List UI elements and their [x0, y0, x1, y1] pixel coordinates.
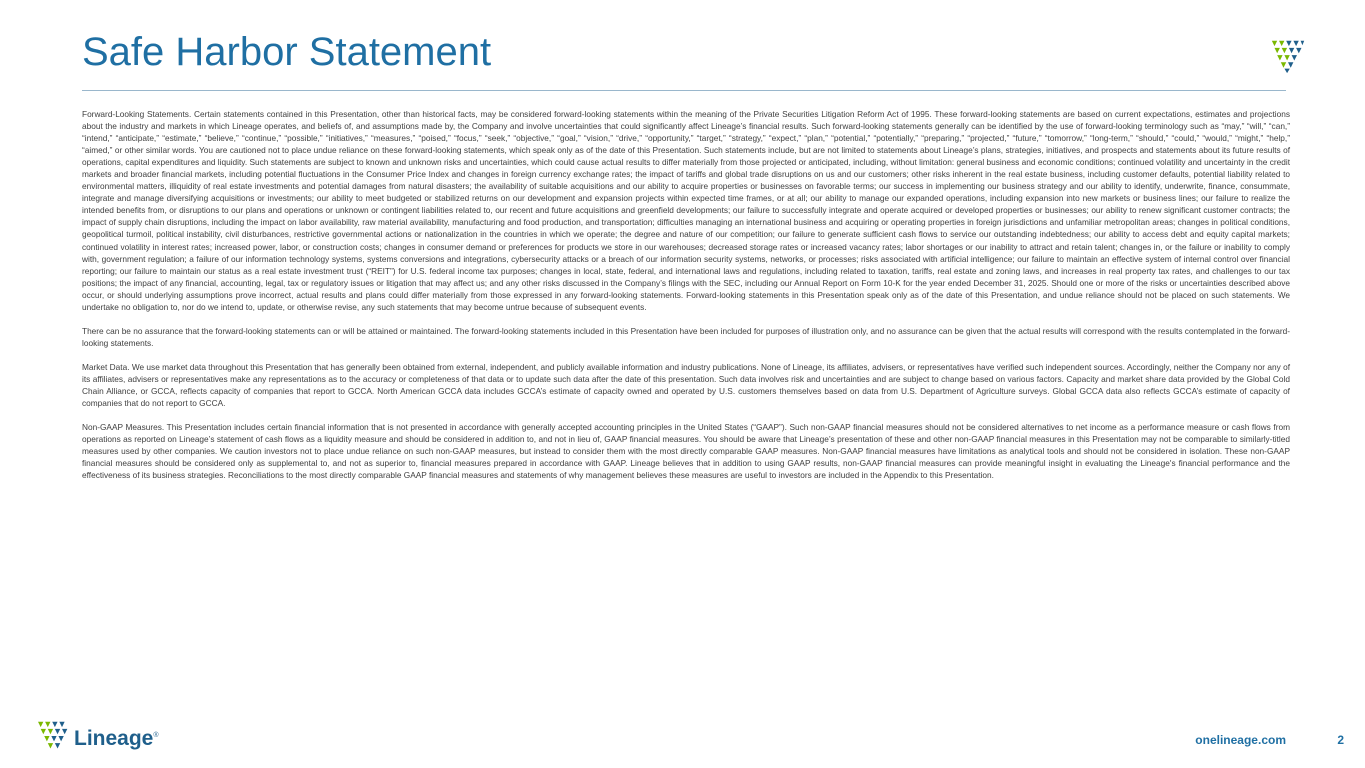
footer-brand-logo [74, 724, 159, 751]
disclaimer-body [82, 108, 1290, 493]
registered-mark: ® [153, 732, 159, 739]
lineage-shield-icon [1270, 38, 1306, 74]
lineage-shield-icon [36, 720, 72, 752]
page-number: 2 [1337, 733, 1344, 747]
footer-website-link[interactable]: onelineage.com [1195, 733, 1286, 747]
paragraph-market-data: Market Data. We use market data throughout this Presentation that has generally been obtained from external, independent, and publicly available information and industry publications. None of Lineage, its affiliates, advisers, or representatives have verified such independent sources. Accordingly, neither the Company nor any of its affiliates, advisers or representatives make any representations as to the accuracy or completeness of that data or to update such data after the date of this presentation. Such data involves risk and uncertainties and are subject to change based on various factors. Capacity and market share data provided by the Global Cold Chain Alliance, or GCCA, reflects capacity of companies that report to GCCA. North American GCCA data includes GCCA’s estimate of capacity owned and operated by U.S. customers themselves based on data from U.S. Department of Agriculture surveys. Global GCCA data also reflects GCCA’s estimate of capacity of companies that do not report to GCCA. [82, 361, 1290, 409]
paragraph-non-gaap: Non-GAAP Measures. This Presentation includes certain financial information that is not presented in accordance with generally accepted accounting principles in the United States (“GAAP”). Such non-GAAP financial measures should not be considered alternatives to net income as a performance measure or cash flows from operations as reported on Lineage’s statement of cash flows as a liquidity measure and should be considered in addition to, and not in lieu of, GAAP financial measures. You should be aware that Lineage’s presentation of these and other non-GAAP financial measures in this Presentation may not be comparable to similarly-titled measures used by other companies. We caution investors not to place undue reliance on such non-GAAP measures, but instead to consider them with the most directly comparable GAAP measures. Non-GAAP financial measures have limitations as analytical tools and should not be considered in isolation. These non-GAAP financial measures should be considered only as supplemental to, and not as superior to, financial measures prepared in accordance with GAAP. Lineage believes that in addition to using GAAP results, non-GAAP financial measures can provide meaningful insight in evaluating the Lineage's financial performance and the effectiveness of its business strategies. Reconciliations to the most directly comparable GAAP financial measures and statements of why management believes these measures are useful to investors are included in the Appendix to this Presentation. [82, 422, 1290, 481]
paragraph-assurance: There can be no assurance that the forward-looking statements can or will be attained or maintained. The forward-looking statements included in this Presentation have been included for purposes of illustration only, and no assurance can be given that the actual results will correspond with the results contemplated in the forward-looking statements. [82, 325, 1290, 348]
brand-name: Lineage [74, 727, 154, 750]
page-title: Safe Harbor Statement [82, 30, 492, 74]
title-divider [82, 90, 1286, 91]
paragraph-forward-looking: Forward-Looking Statements. Certain statements contained in this Presentation, other than historical facts, may be considered forward-looking statements within the meaning of the Private Securities Litigation Reform Act of 1995. These forward-looking statements are based on current expectations, estimates and projections about the industry and markets in which Lineage operates, and beliefs of, and assumptions made by, the Company and involve uncertainties that could significantly affect Lineage’s financial results. Such forward-looking statements generally can be identified by the use of forward-looking terminology such as “may,” “will,” “can,” “intend,” “anticipate,” “estimate,” “believe,” “continue,” “possible,” “initiatives,” “measures,” “poised,” “focus,” “seek,” “objective,” “goal,” “vision,” “drive,” “opportunity,” “target,” “strategy,” “expect,” “plan,” “potential,” “potentially,” “preparing,” “projected,” “future,” “tomorrow,” “long-term,” “should,” “could,” “would,” “might,” “help,” “aimed,” or other similar words. You are cautioned not to place undue reliance on these forward-looking statements, which speak only as of the date of this Presentation. Such statements include, but are not limited to statements about Lineage’s plans, strategies, initiatives, and prospects and statements about its future results of operations, capital expenditures and liquidity. Such statements are subject to known and unknown risks and uncertainties, which could cause actual results to differ materially from those projected or anticipated, including, without limitation: general business and economic conditions; continued volatility and uncertainty in the credit markets and broader financial markets, including potential fluctuations in the Consumer Price Index and changes in foreign currency exchange rates; the impact of tariffs and global trade disruptions on us and our customers; other risks inherent in the real estate business, including customer defaults, potential liability related to environmental matters, illiquidity of real estate investments and potential damages from natural disasters; the availability of suitable acquisitions and our ability to acquire properties or businesses on favorable terms; our success in implementing our business strategy and our ability to identify, underwrite, finance, consummate, integrate and manage diversifying acquisitions or investments; our ability to meet budgeted or stabilized returns on our development and expansion projects within expected time frames, or at all; our ability to manage our expanded operations, including expansion into new markets or business lines; our failure to realize the intended benefits from, or disruptions to our plans and operations or unknown or contingent liabilities related to, our recent and future acquisitions and greenfield developments; our failure to successfully integrate and operate acquired or developed properties or businesses; our ability to renew significant customer contracts; the impact of supply chain disruptions, including the impact on labor availability, raw material availability, manufacturing and food production, and transportation; difficulties managing an international business and acquiring or operating properties in foreign jurisdictions and unfamiliar metropolitan areas; changes in political conditions, geopolitical turmoil, political instability, civil disturbances, restrictive governmental actions or nationalization in the countries in which we operate; the degree and nature of our competition; our failure to generate sufficient cash flows to service our outstanding indebtedness; our ability to access debt and equity capital markets; continued volatility in interest rates; increased power, labor, or construction costs; changes in consumer demand or preferences for products we store in our warehouses; decreased storage rates or increased vacancy rates; labor shortages or our inability to attract and retain talent; changes in, or the failure or inability to comply with, government regulation; a failure of our information technology systems, systems conversions and integrations, cybersecurity attacks or a breach of our information security systems, networks, or processes; risks associated with artificial intelligence; our failure to maintain an effective system of internal control over financial reporting; our failure to maintain our status as a real estate investment trust (“REIT”) for U.S. federal income tax purposes; changes in local, state, federal, and international laws and regulations, including related to taxation, tariffs, real estate and zoning laws, and increases in real property tax rates, and challenges to our tax positions; the impact of any financial, accounting, legal, tax or regulatory issues or litigation that may affect us; and any other risks discussed in the Company’s filings with the SEC, including our Annual Report on Form 10-K for the year ended December 31, 2025. Should one or more of the risks or uncertainties described above occur, or should underlying assumptions prove incorrect, actual results and plans could differ materially from those expressed in any forward-looking statements. Forward-looking statements in this Presentation speak only as of the date of this Presentation, and undue reliance should not be placed on such statements. We undertake no obligation to, nor do we intend to, update, or otherwise revise, any such statements that may become untrue because of subsequent events. [82, 109, 1290, 312]
